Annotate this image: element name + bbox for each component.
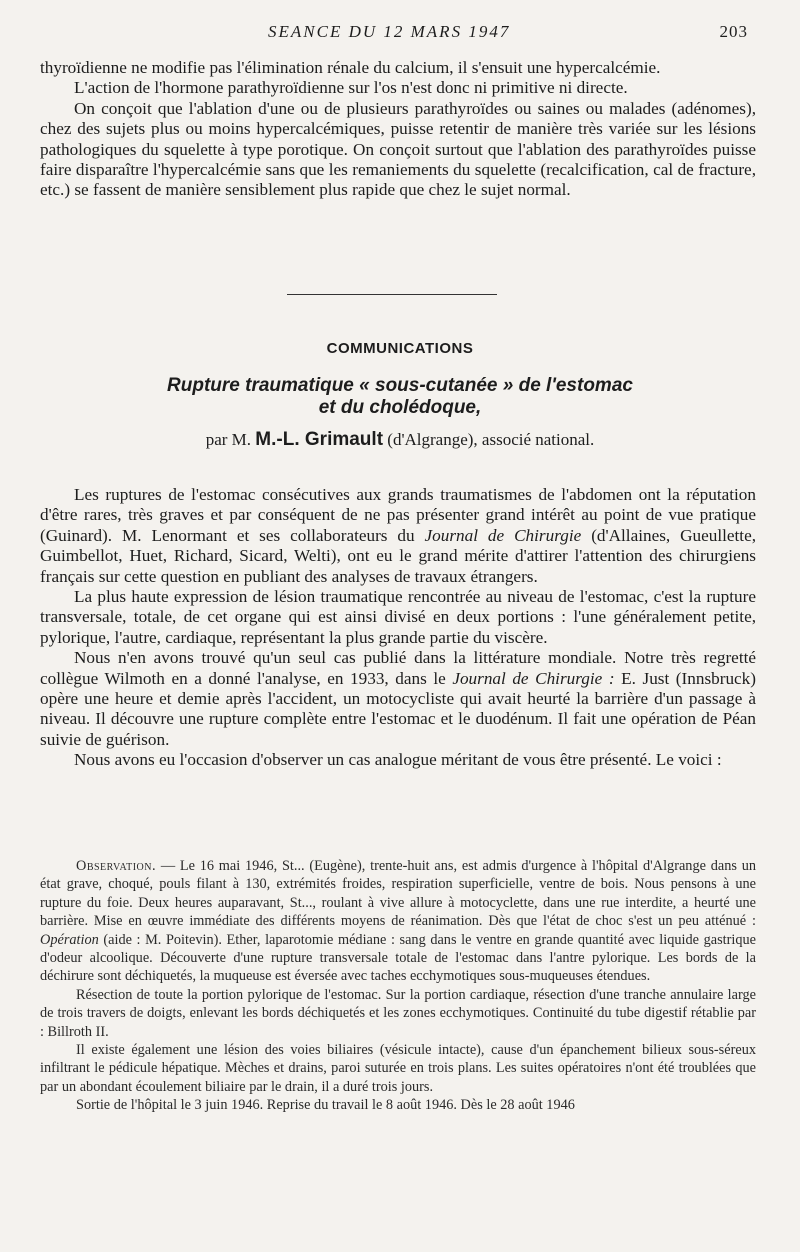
observation-section bbox=[40, 857, 756, 1115]
intro-text bbox=[40, 58, 756, 201]
section-heading: COMMUNICATIONS bbox=[326, 340, 474, 357]
observation-paragraph: Observation. — Le 16 mai 1946, St... (Eugène), trente-huit ans, est admis d'urgence à l'hôpital d'Algrange dans un état grave, choqué, pouls filant à 130, extrémités froides, respiration superficielle, ventre de bois. Nous pensons à une rupture du foie. Deux heures auparavant, St..., roulant à vive allure à motocyclette, dans une rue interdite, a heurté une barrière. Mise en œuvre immédiate des différents moyens de réanimation. Dès que l'état de choc s'est un peu atténué : Opération (aide : M. Poitevin). Ether, laparotomie médiane : sang dans le ventre en grande quantité avec liquide gastrique d'odeur alcoolique. Découverte d'une rupture transversale totale de l'estomac dans l'antre pylorique. Les bords de la déchirure sont déchiquetés, la muqueuse est éversée avec taches ecchymotiques sous-muqueuses étendues. bbox=[40, 858, 756, 985]
journal-name: Journal de Chirurgie : bbox=[452, 668, 615, 688]
article-title bbox=[0, 375, 800, 419]
observation-paragraph: Résection de toute la portion pylorique de l'estomac. Sur la portion cardiaque, résection d'une tranche annulaire large de trois travers de doigts, enlevant les bords déchiquetés et les zones ecchymotiques. Continuité du tube digestif rétablie par : Billroth II. bbox=[40, 986, 756, 1040]
article-paragraph: Les ruptures de l'estomac consécutives aux grands traumatismes de l'abdomen ont la réputation d'être rares, très graves et par conséquent de ne pas présenter grand intérêt au point de vue pratique (Guinard). M. Lenormant et ses collaborateurs du Journal de Chirurgie (d'Allaines, Gueullette, Guimbellot, Huet, Richard, Sicard, Welti), ont eu le grand mérite d'attirer l'attention des chirurgiens français sur cette question en publiant des analyses de travaux étrangers. bbox=[40, 485, 757, 586]
observation-paragraph: Sortie de l'hôpital le 3 juin 1946. Reprise du travail le 8 août 1946. Dès le 28 août 1946 bbox=[76, 1097, 575, 1114]
byline-prefix: par M. bbox=[205, 430, 252, 449]
author-name: M.-L. Grimault bbox=[255, 429, 384, 450]
running-header bbox=[40, 22, 760, 46]
article-title-line: et du cholédoque, bbox=[318, 397, 482, 418]
page-number: 203 bbox=[719, 22, 748, 41]
running-title: SEANCE DU 12 MARS 1947 bbox=[268, 22, 511, 41]
observation-paragraph: Il existe également une lésion des voies biliaires (vésicule intacte), cause d'un épanchement bilieux sous-séreux infiltrant le pédicule hépatique. Mèches et drains, paroi suturée en trois plans. Les suites opératoires n'ont été troublées que par un abondant écoulement biliaire par le drain, il a duré trois jours. bbox=[40, 1042, 756, 1095]
byline-affiliation: (d'Algrange), associé national. bbox=[387, 430, 595, 449]
article-paragraph: Nous n'en avons trouvé qu'un seul cas publié dans la littérature mondiale. Notre très regretté collègue Wilmoth en a donné l'analyse, en 1933, dans le Journal de Chirurgie : E. Just (Innsbruck) opère une heure et demie après l'accident, un motocycliste qui avait heurté la barrière d'un passage à niveau. Il découvre une rupture complète entre l'estomac et le duodénum. Il fait une opération de Péan suivie de guérison. bbox=[40, 648, 756, 749]
observation-label: Observation. bbox=[76, 858, 157, 874]
byline bbox=[0, 429, 800, 451]
intro-paragraph: thyroïdienne ne modifie pas l'élimination rénale du calcium, il s'ensuit une hypercalcémie. bbox=[40, 58, 661, 77]
article-paragraph: Nous avons eu l'occasion d'observer un cas analogue méritant de vous être présenté. Le voici : bbox=[74, 750, 722, 770]
article-paragraph: La plus haute expression de lésion traumatique rencontrée au niveau de l'estomac, c'est la rupture transversale, totale, de cet organe qui est ainsi divisé en deux portions : l'une généralement petite, pylorique, l'autre, cardiaque, représentant la plus grande partie du viscère. bbox=[40, 587, 756, 647]
section-divider bbox=[287, 294, 497, 295]
article-body bbox=[40, 485, 756, 771]
article-title-line: Rupture traumatique « sous-cutanée » de l'estomac bbox=[167, 375, 633, 396]
journal-name: Journal de Chirurgie bbox=[424, 525, 582, 545]
intro-paragraph: L'action de l'hormone parathyroïdienne sur l'os n'est donc ni primitive ni directe. bbox=[74, 78, 628, 98]
intro-paragraph: On conçoit que l'ablation d'une ou de plusieurs parathyroïdes ou saines ou malades (adénomes), chez des sujets plus ou moins hypercalcémiques, puisse retentir de manière très variée sur les lésions pathologiques du squelette à type porotique. On conçoit surtout que l'ablation des parathyroïdes puisse faire disparaître l'hypercalcémie sans que les remaniements du squelette (recalcification, cal de fracture, etc.) se fassent de manière sensiblement plus rapide que chez le sujet normal. bbox=[40, 98, 756, 200]
